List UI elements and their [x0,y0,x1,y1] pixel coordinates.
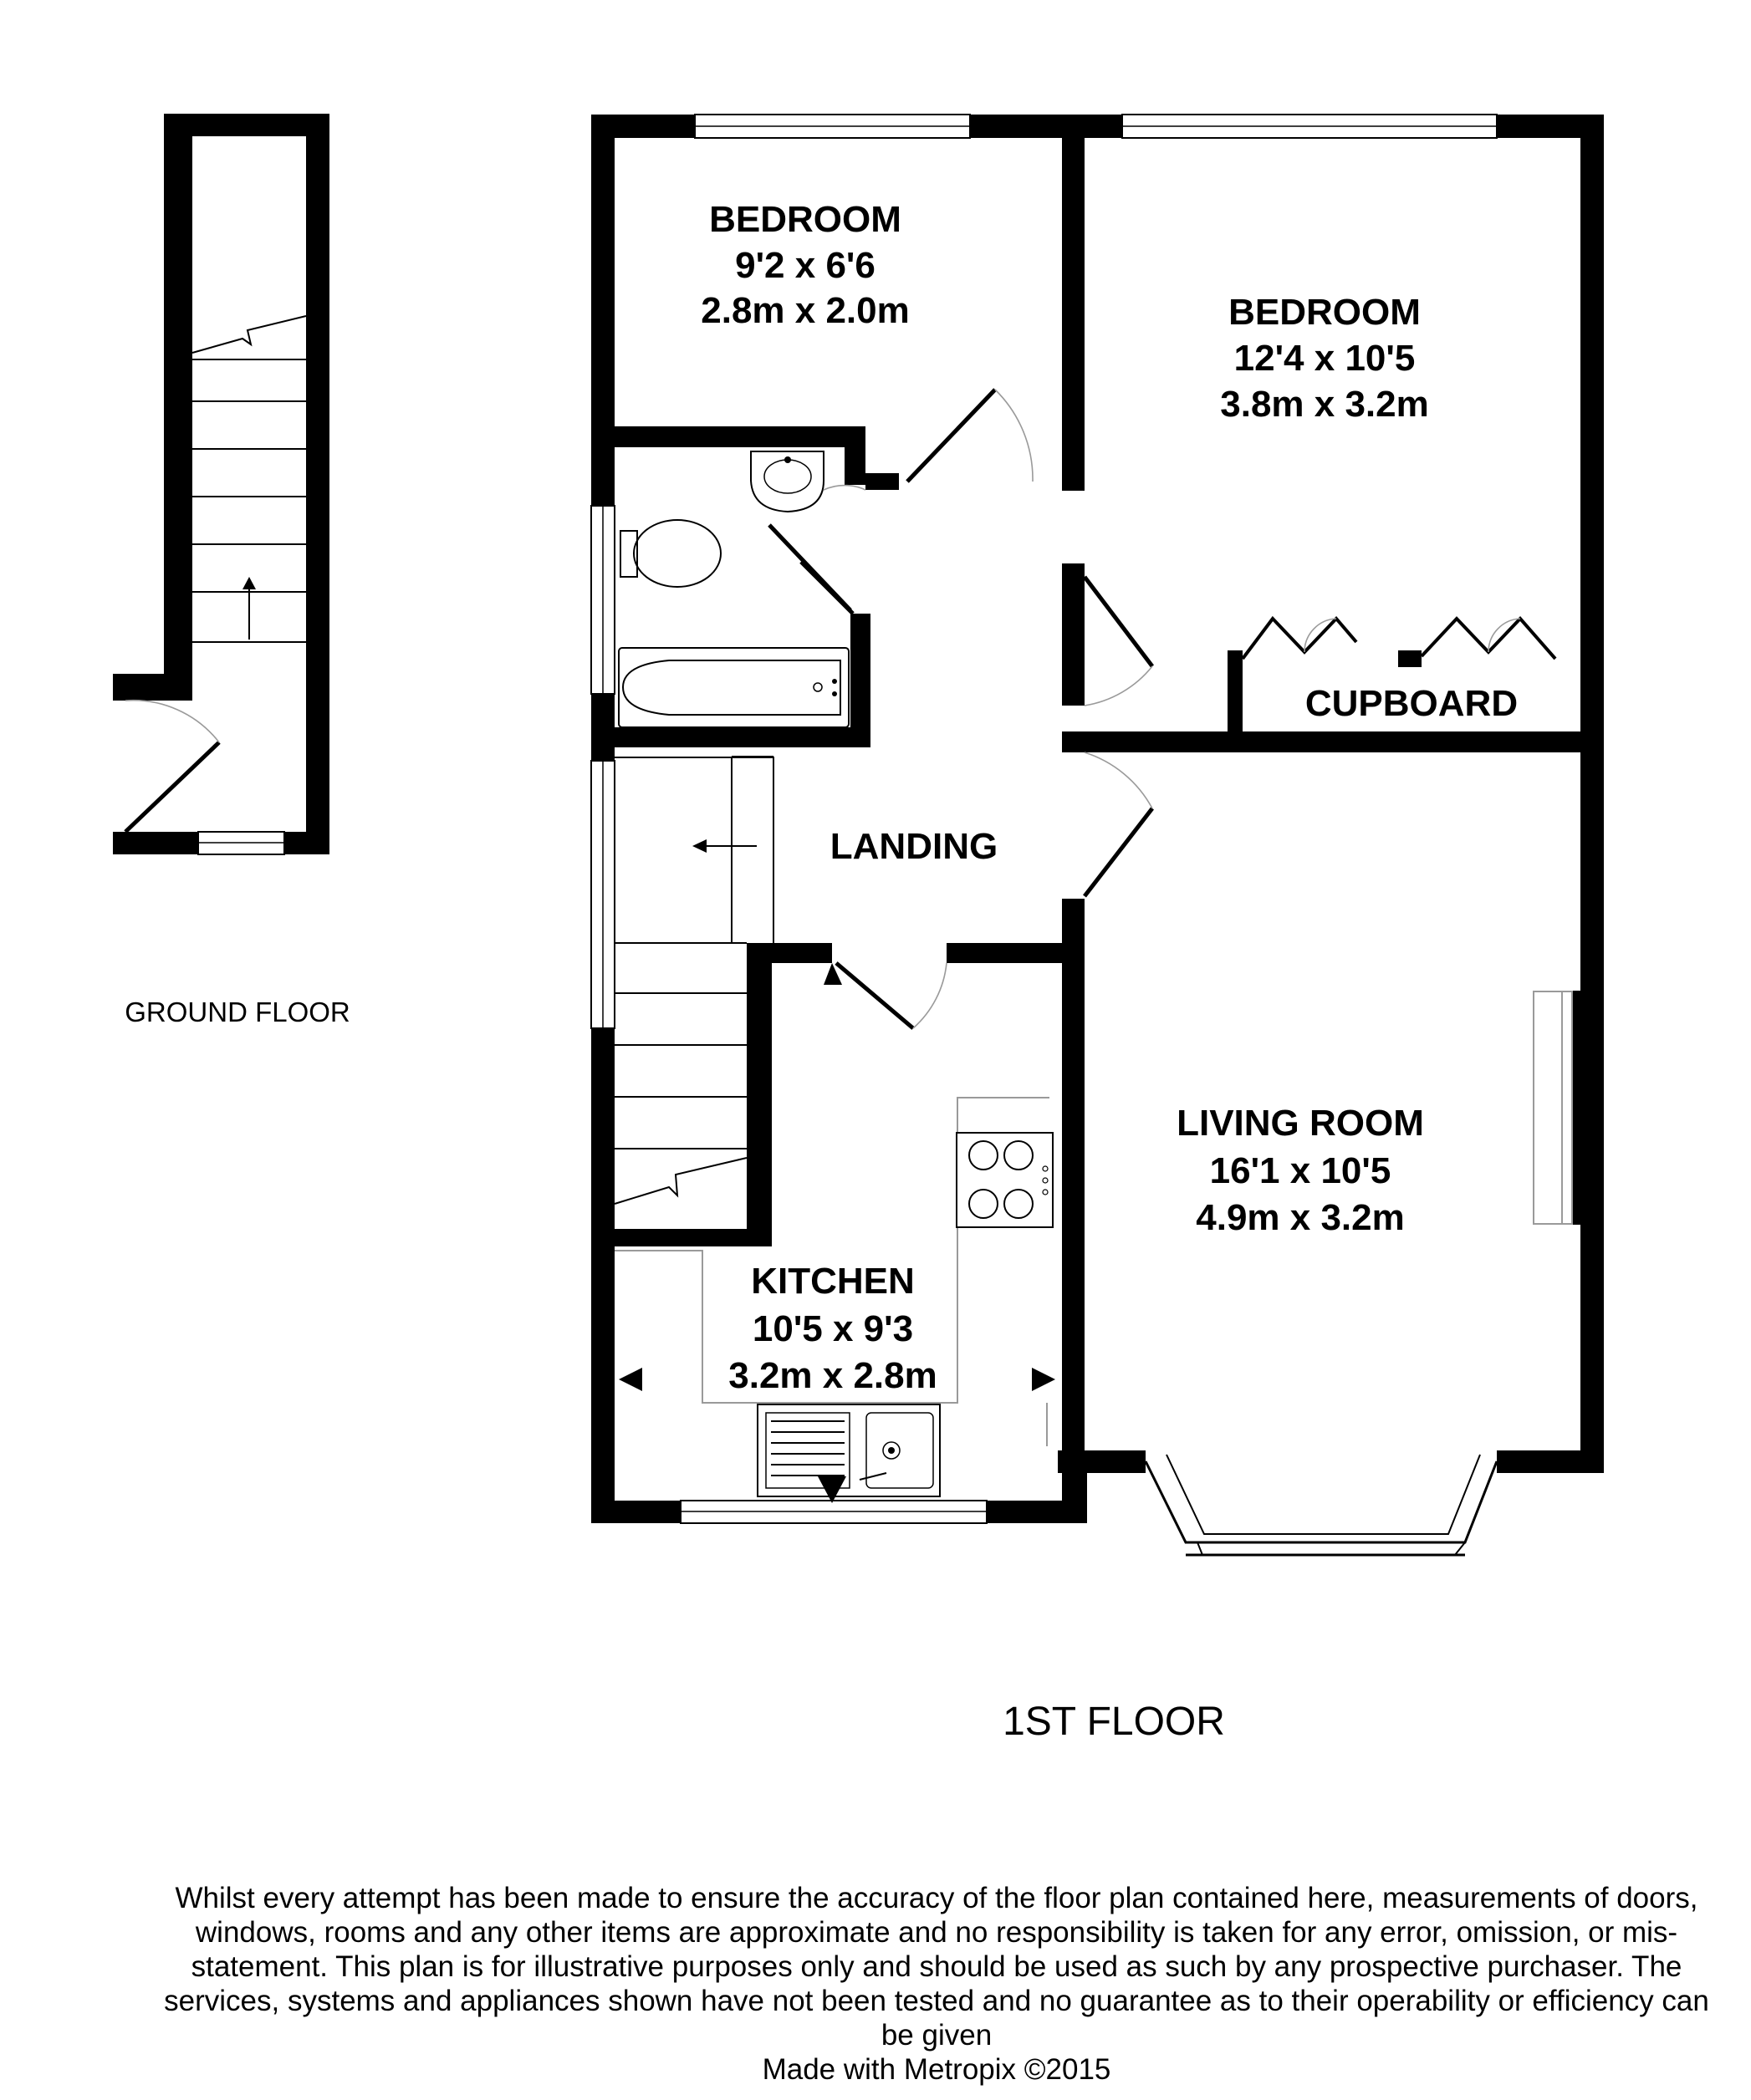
room-size-metric: 4.9m x 3.2m [1196,1197,1405,1238]
wall [1062,731,1604,752]
first-floor-label: 1ST FLOOR [1003,1700,1225,1744]
kitchen-label [728,1261,937,1396]
room-size-metric: 2.8m x 2.0m [701,290,910,331]
wall [865,473,899,490]
bathroom-fixtures [619,451,865,727]
stair-arrow-icon [692,839,707,853]
wall [613,1229,772,1246]
disclaimer [151,1881,1723,2087]
room-name: BEDROOM [1228,292,1421,333]
wall [1228,650,1243,742]
wall [284,832,329,854]
dimension-arrow-left-icon [619,1368,642,1391]
entrance-door [125,701,219,832]
wall [947,943,1085,963]
room-name: BEDROOM [709,199,901,240]
wall [591,1501,681,1523]
wall [1497,1450,1604,1473]
sink [758,1404,940,1496]
wall [113,832,198,854]
wall [1572,991,1604,1225]
wall [970,115,1122,138]
ground-floor-plan [113,114,329,854]
wall [1058,1450,1146,1473]
wall [747,943,832,963]
bedroom-large-label [1220,292,1429,425]
wall [164,114,192,691]
wall [987,1501,1070,1523]
room-size-metric: 3.8m x 3.2m [1220,384,1429,425]
wall [1062,899,1085,1450]
stair-arrow-icon [242,577,256,589]
wall [1062,115,1085,491]
landing-label: LANDING [830,826,998,867]
staircase [192,316,306,642]
living-room-label [1177,1103,1424,1238]
fireplace [1534,991,1572,1224]
cupboard-label: CUPBOARD [1304,683,1519,724]
ground-floor-label: GROUND FLOOR [125,996,350,1027]
wall [591,115,695,138]
wall [591,426,865,447]
disclaimer-text: Whilst every attempt has been made to ensure the accuracy of the floor plan contained here, measurements of doors, windows, rooms and any other items are approximate and no responsibility is taken for any error, omission, or mis-statement. This plan is for illustrative purposes only and should be used as such by any prospective purchaser. The services, systems and appliances shown have not been tested and no guarantee as to their operability or efficiency can be given [164,1882,1709,2052]
room-size-imperial: 16'1 x 10'5 [1209,1150,1391,1191]
bedroom-small-label [701,199,910,331]
room-size-metric: 3.2m x 2.8m [728,1355,937,1396]
room-name: LIVING ROOM [1177,1103,1424,1144]
wall [113,674,192,701]
wall [1062,563,1085,706]
credit-text: Made with Metropix ©2015 [762,2053,1111,2086]
wall [1580,115,1604,1469]
wall [591,727,867,747]
wall [845,426,865,485]
wall [747,943,772,1246]
room-name: KITCHEN [751,1261,915,1302]
room-size-imperial: 10'5 x 9'3 [752,1308,914,1349]
room-size-imperial: 9'2 x 6'6 [735,245,876,286]
dimension-arrow-right-icon [1032,1368,1055,1391]
room-size-imperial: 12'4 x 10'5 [1233,338,1416,379]
wall [850,614,870,747]
wall [306,114,329,854]
